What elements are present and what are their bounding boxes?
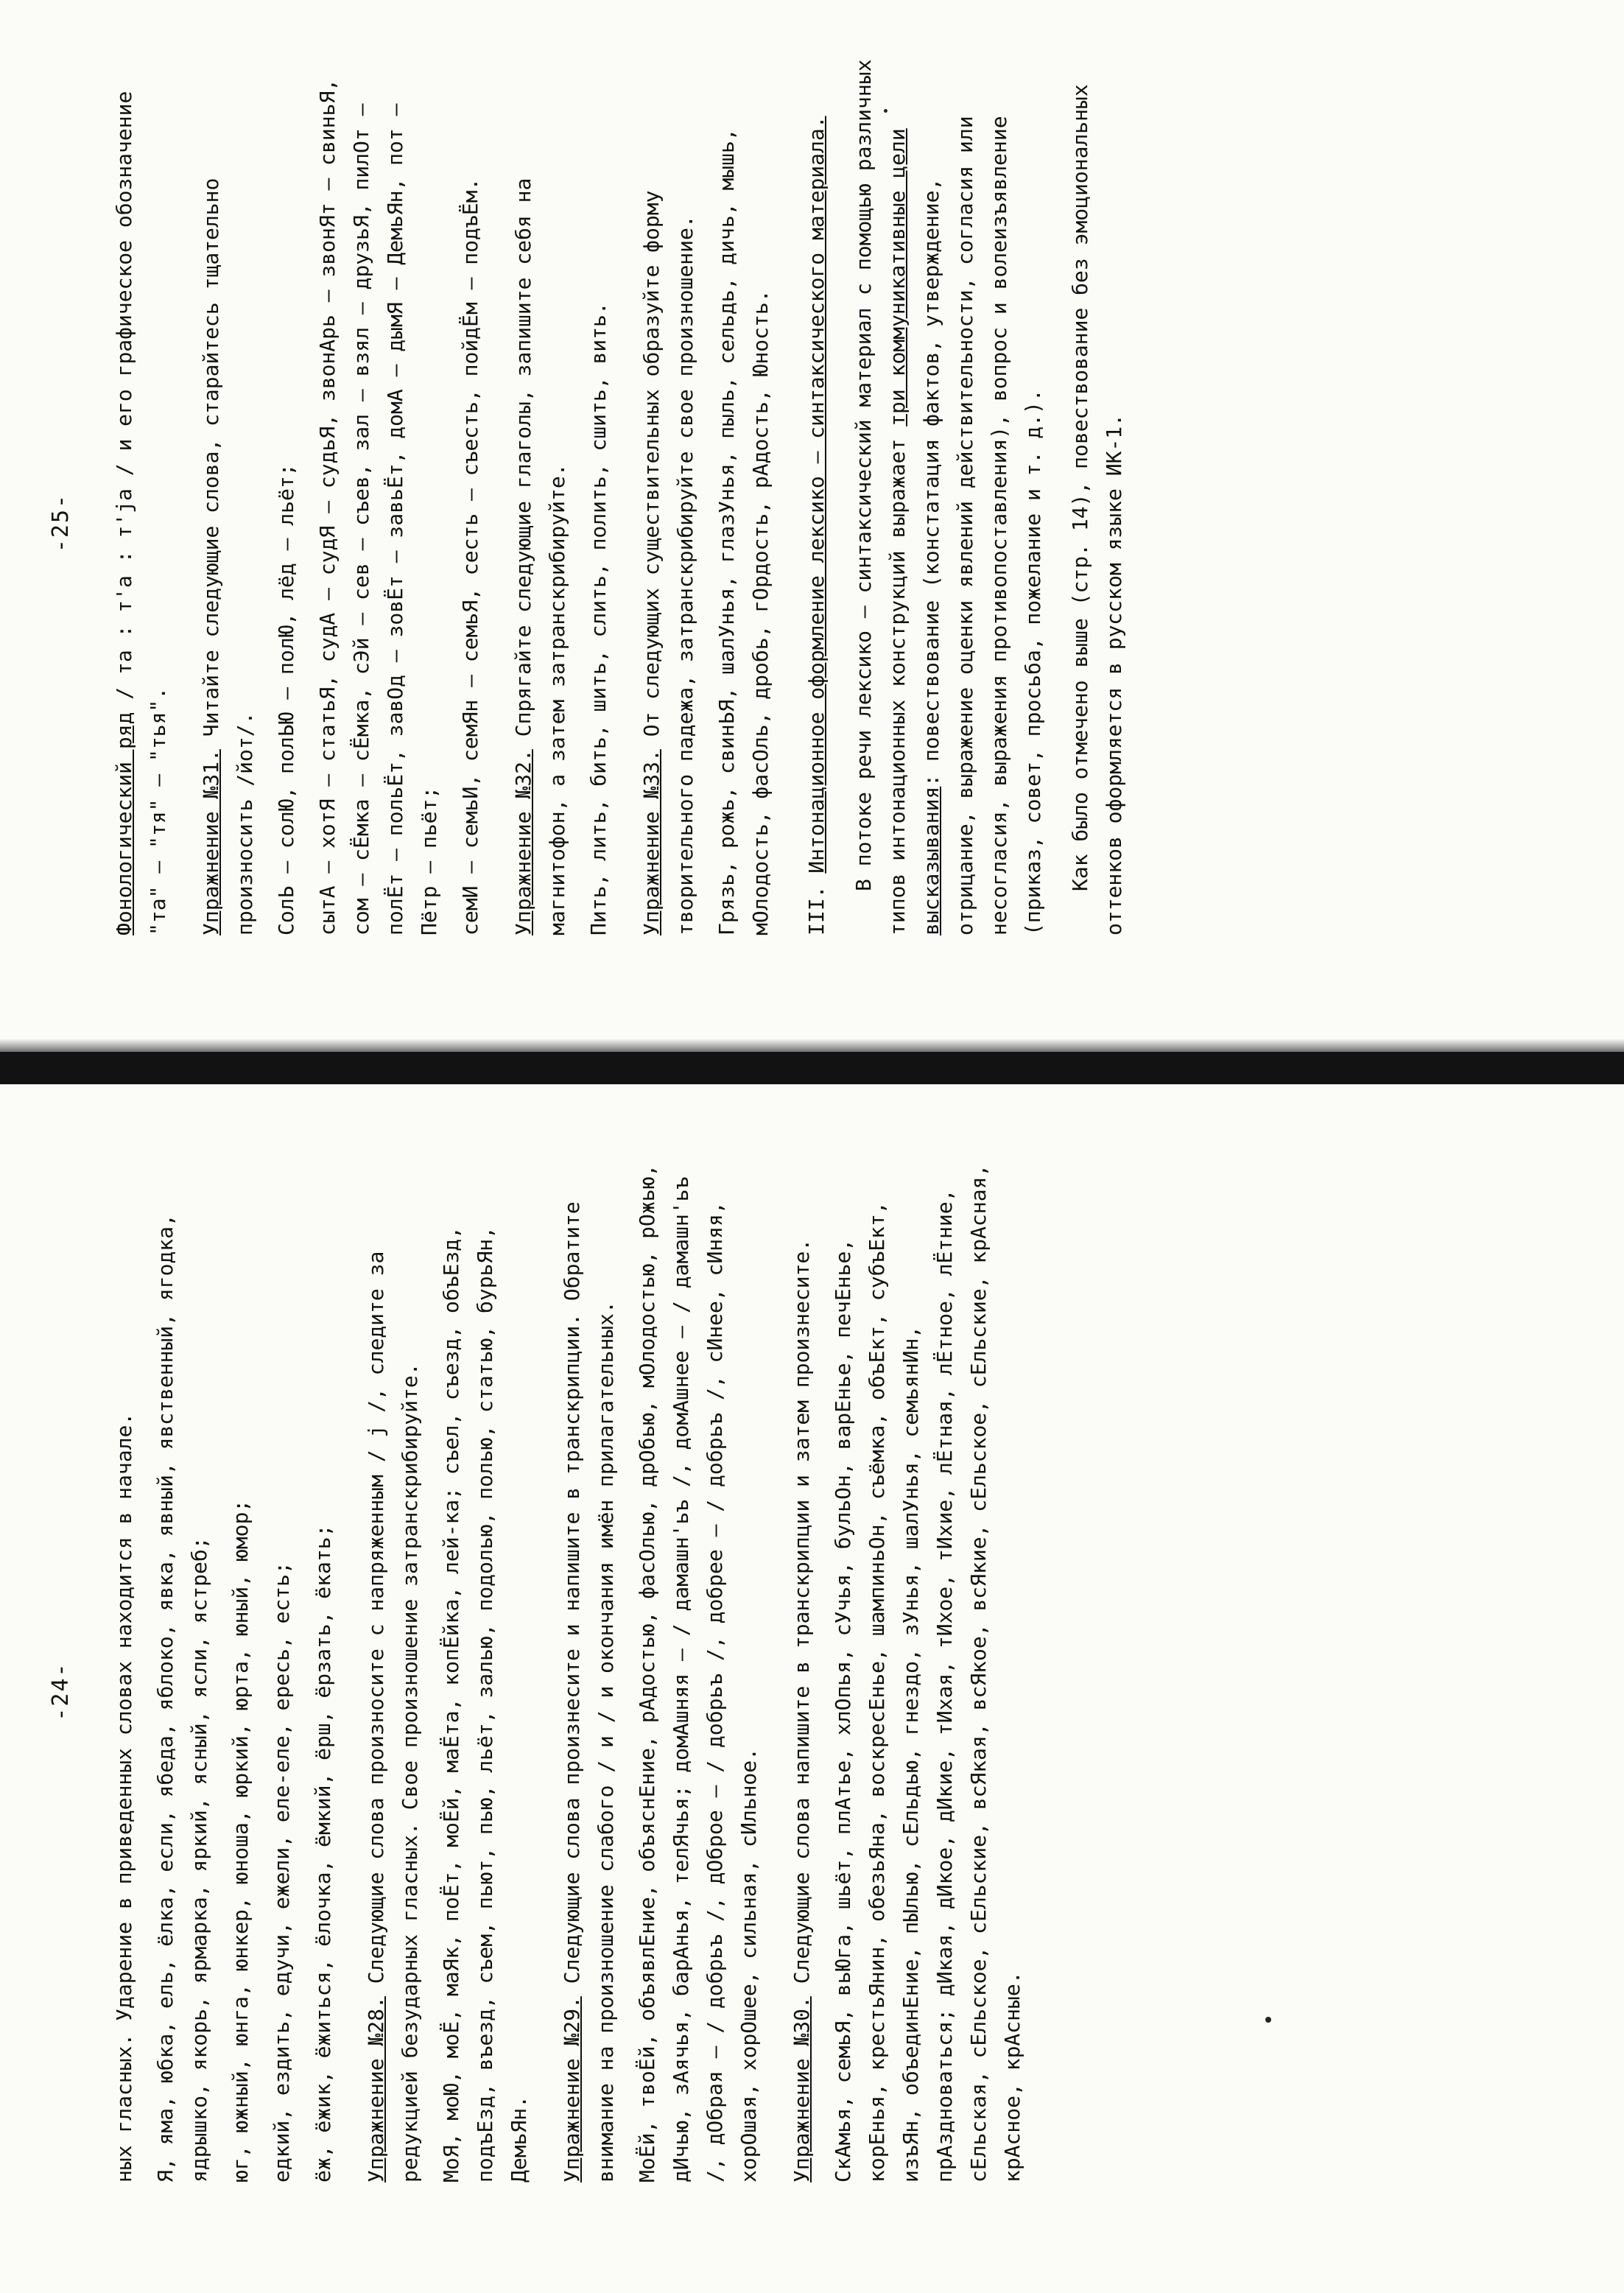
wordlist-line: едкий, ездить, едучи, ежели, еле-еле, ересь, есть;: [270, 1562, 294, 2183]
exercise-33-words: Грязь, рожь, свинЬЯ, шалУнья, глазУнья, пыль, сельдь, дичь, мышь, мОлодость, фасОль, дробь, гОрдость, рАдость, Юность.: [714, 128, 773, 935]
exercise-32-title: Упражнение №32.: [511, 749, 535, 935]
page-24-rotated-content: [0, 1090, 1624, 2293]
exercise-30-task: Следующие слова напишите в транскрипции и затем произнесите.: [790, 1238, 814, 1997]
exercise-31-line: сытА – хотЯ – статьЯ, судА – судЯ – судьЯ, звонАрь – звонЯт – свиньЯ, сом – сЁмка – сЁмка, сЭй – сев – съев, зал – взял – друзьЯ, пилОт – полЁт – польЁт, завОд – зовЁт – завьЁт, домА – дымЯ – ДемьЯн, пот – Пётр – пьёт;: [315, 78, 441, 935]
exercise-31: [194, 52, 262, 935]
exercise-29-words: МоЁй, твоЁй, объявлЕние, объяснЕние, рАдостью, фасОлью, дрОбью, мОлодостью, рОжью, дИчью, зАячья, барАнья, телЯчья; домАшняя – / дамашн'ьъ /, домАшнее – / дамашн'ьъ /, дОбрая – / добрьъ /, дОброе – / добрьъ /, добрее – / добрьъ /, сИнее, сИняя, хорОшая, хорОшее, сильная, сИльное.: [635, 1164, 761, 2183]
exercise-28-words: МоЯ, моЮ, моЁ, маЯк, поЁт, моЁй, маЁта, копЁйка, лей-ка; съел, съезд, объЕзд, подъЕзд, въезд, съем, пьют, пью, льёт, залью, подолью, полью, статью, бурьЯн, ДемьЯн.: [439, 1226, 531, 2183]
wordlist-line: ёж, ёжик, ёжиться, ёлочка, ёмкий, ёрш, ёрзать, ёкать;: [311, 1524, 335, 2183]
exercise-33-title: Упражнение №33.: [639, 749, 664, 935]
scan-speck: [884, 109, 887, 113]
exercise-28: [359, 1142, 427, 2183]
exercise-31-line: СолЬ – солЮ, полЬЮ – полЮ, лёд – льёт;: [274, 463, 298, 935]
exercise-33-task: От следующих существительных образуйте форму творительного падежа, затранскрибируйте свое произношение.: [639, 190, 697, 935]
exercise-31-line: семИ – семьИ, семЯн – семьЯ, сесть – съесть, пойдЁм – подъЁм.: [458, 178, 482, 935]
page-25-rotated-content: [0, 0, 1624, 1046]
exercise-31-title: Упражнение №31.: [199, 749, 223, 935]
page-number: -24-: [48, 1662, 74, 1721]
paragraph-ik1: Как было отмечено выше (стр. 14), повествование без эмоциональных оттенков оформляется в русском языке ИК-1.: [1068, 84, 1126, 935]
exercise-30: [785, 1142, 819, 2183]
exercise-30-words: СкАмья, семьЯ, вьЮга, шьёт, плАтье, хлОпья, сУчья, бульОн, варЕнье, печЕнье, корЕнья, крестьЯнин, обезьЯна, воскресЕнье, шампиньОн, съёмка, объЕкт, субъЕкт, изъЯн, объединЕние, пЫлью, сЕльдью, гнездо, зУнья, шалУнья, семьянИн, прАздноваться; дИкая, дИкое, дИкие, тИхая, тИхое, тИхие, лЁтная, лЁтное, лЁтние, сЕльская, сЕльское, сЕльские, всЯкая, всЯкое, всЯкие, сЕльское, сЕльские, крАсная, крАсное, крАсные.: [831, 1164, 1024, 2183]
intro-text: ных гласных. Ударение в приведенных словах находится в начале.: [112, 1412, 136, 2183]
section-3-number: III.: [804, 873, 829, 935]
paragraph-1-end: : повествование (констатация фактов, утверждение, отрицание, выражение оценки явлений действительности, согласия или несогласия, выражения противопоставления), вопрос и волеизъявление (приказ, совет, просьба, пожелание и т. д.).: [919, 116, 1045, 935]
exercise-29: [555, 1142, 623, 2183]
exercise-33: [635, 52, 703, 935]
paragraph-communicative-goals: [847, 52, 1050, 935]
page-number: -25-: [48, 493, 74, 553]
phonological-heading-underlined: Фонологический ряд: [112, 712, 136, 935]
exercise-29-task: Следующие слова произнесите и напишите в транскрипции. Обратите внимание на произношение слабого / и / и окончания имён прилагательных.: [560, 1201, 618, 2183]
paragraph-1-start: В потоке речи лексико – синтаксический материал с помощью различных типов интонационных конструкций выражает: [851, 59, 910, 935]
wordlist-line: Я, яма, юбка, ель, ёлка, если, ябеда, яблоко, явка, явный, явственный, ягодка, ядрышко, якорь, ярмарка, яркий, ясный, ясли, ястреб;: [153, 1214, 211, 2183]
exercise-30-title: Упражнение №30.: [790, 1996, 814, 2183]
section-3-title: Интонационное оформление лексико – синтаксического материала.: [804, 116, 829, 874]
page-25-column: [108, 0, 1131, 1046]
exercise-32: [507, 52, 574, 935]
exercise-32-task: Спрягайте следующие глаголы, запишите себя на магнитофон, а затем затранскрибируйте.: [511, 178, 569, 935]
exercise-28-title: Упражнение №28.: [364, 1996, 388, 2183]
page-24: [0, 1090, 1624, 2293]
scan-gutter-shadow: [0, 1052, 1624, 1084]
exercise-29-title: Упражнение №29.: [560, 1996, 584, 2183]
wordlist-line: юг, южный, юнга, юнкер, юноша, юркий, юрта, юный, юмор;: [228, 1499, 253, 2183]
section-3-heading: [800, 52, 834, 935]
scan-speck: [1265, 2017, 1271, 2023]
paragraph-1-underlined: три коммуникативные цели высказывания: [885, 128, 943, 935]
phonological-heading: [108, 52, 175, 935]
phonological-heading-rest: / та : т'а : т'jа / и его графическое обозначение "та" – "тя" – "тья".: [112, 91, 170, 935]
exercise-28-task: Следующие слова произносите с напряженным / j /, следите за редукцией безударных гласных. Свое произношение затранскрибируйте.: [364, 1251, 422, 2183]
page-25: [0, 0, 1624, 1046]
exercise-32-words: Пить, лить, бить, шить, слить, полить, сшить, вить.: [586, 302, 611, 935]
page-24-column: [108, 1090, 1030, 2293]
exercise-31-task: Читайте следующие слова, старайтесь тщательно произносить /йот/.: [199, 178, 257, 935]
